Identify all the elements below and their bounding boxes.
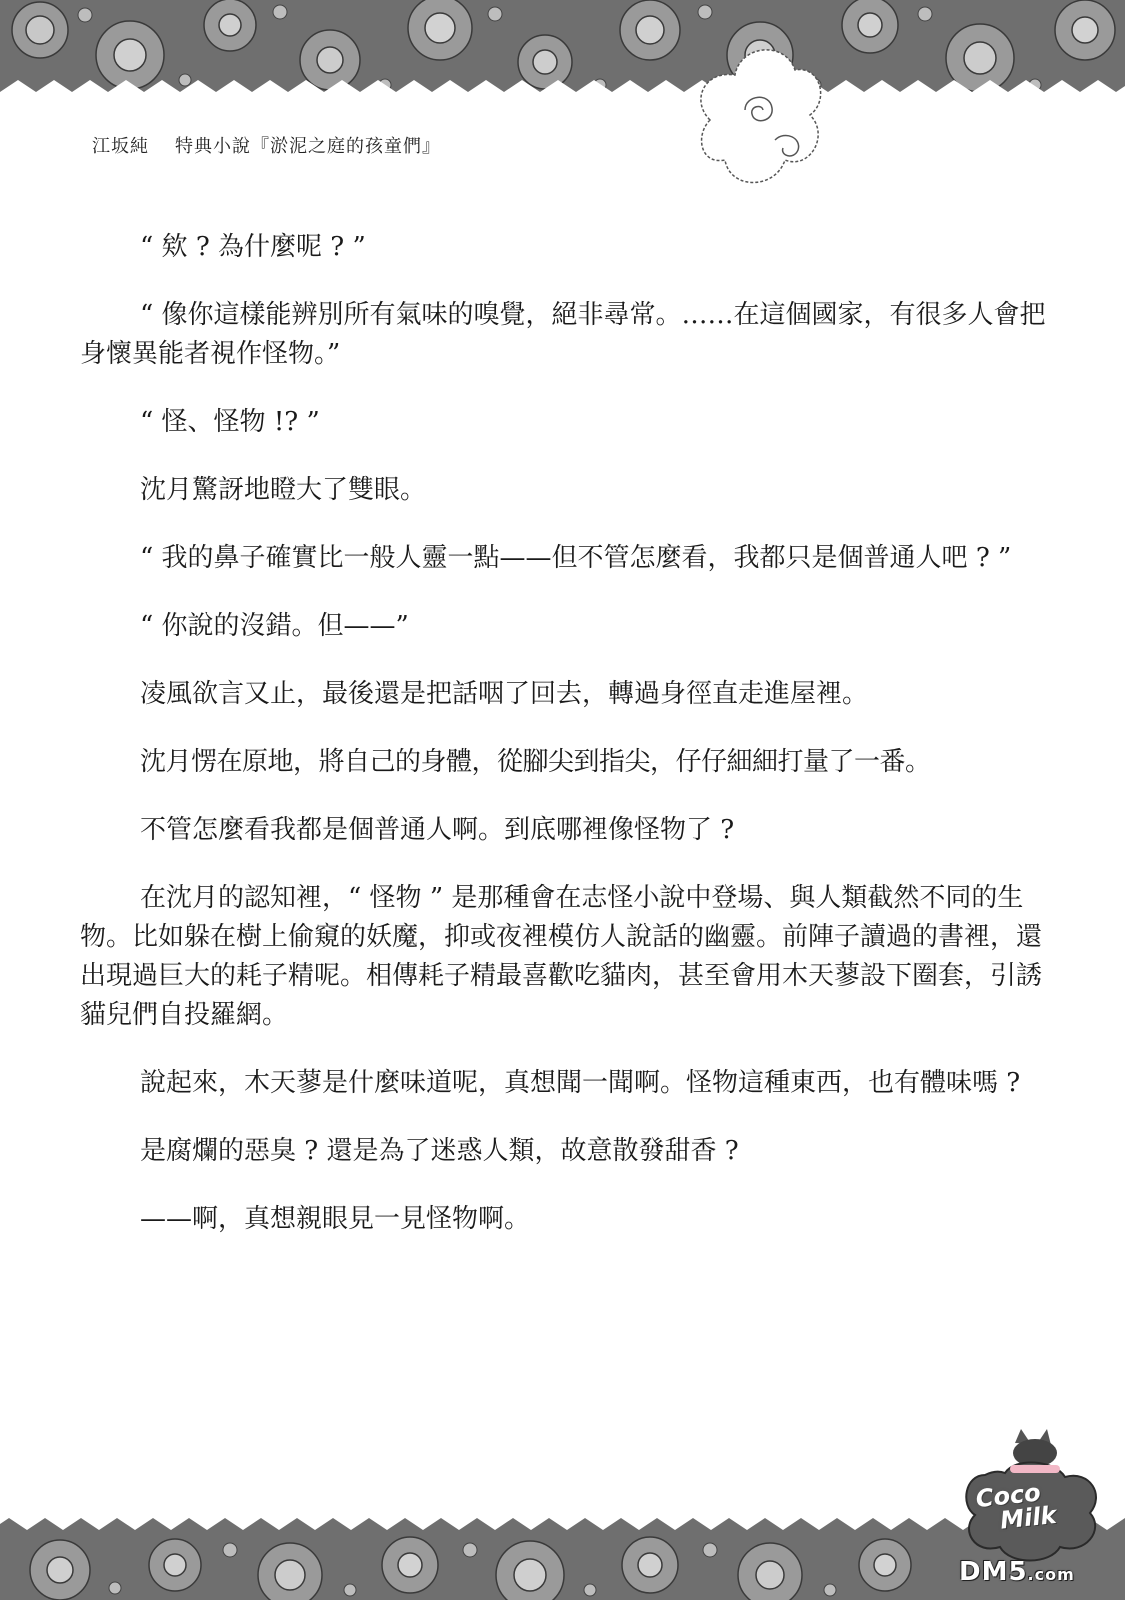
watermark-line1: Coco — [974, 1478, 1042, 1514]
watermark-brand — [975, 1479, 1058, 1535]
paragraph: “ 我的鼻子確實比一般人靈一點——但不管怎麼看，我都只是個普通人吧 ? ” — [140, 543, 1012, 573]
paragraph: “ 欸 ? 為什麼呢 ? ” — [140, 232, 366, 262]
cloud-ornament — [690, 30, 830, 200]
header-author: 江坂純 — [92, 136, 149, 157]
top-floral-border — [0, 0, 1125, 100]
paragraph: “ 像你這樣能辨別所有氣味的嗅覺，絕非尋常。……在這個國家，有很多人會把身懷異能者視作怪物。” — [80, 300, 1046, 369]
paragraph: “ 怪、怪物 !? ” — [140, 407, 320, 437]
watermark-site — [959, 1557, 1075, 1587]
running-header — [92, 132, 441, 158]
header-title: 特典小說『淤泥之庭的孩童們』 — [175, 136, 441, 157]
paragraph: ——啊，真想親眼見一見怪物啊。 — [140, 1204, 531, 1234]
paragraph: 在沈月的認知裡，“ 怪物 ” 是那種會在志怪小說中登場、與人類截然不同的生物。比如躲在樹上偷窺的妖魔，抑或夜裡模仿人說話的幽靈。前陣子讀過的書裡，還出現過巨大的耗子精呢。相傳耗子精最喜歡吃貓肉，甚至會用木天蓼設下圈套，引誘貓兒們自投羅網。 — [80, 883, 1043, 1030]
watermark-line2: Milk — [998, 1500, 1058, 1535]
cocomilk-watermark — [955, 1425, 1115, 1585]
novel-body — [80, 228, 1065, 1268]
paragraph: 沈月驚訝地瞪大了雙眼。 — [140, 475, 427, 505]
paragraph: 說起來，木天蓼是什麼味道呢，真想聞一聞啊。怪物這種東西，也有體味嗎 ? — [140, 1068, 1021, 1098]
paragraph: 沈月愣在原地，將自己的身體，從腳尖到指尖，仔仔細細打量了一番。 — [140, 747, 931, 777]
floral-pattern-top — [0, 0, 1125, 100]
watermark-site-name: DM5 — [959, 1557, 1028, 1587]
paragraph: “ 你說的沒錯。但——” — [140, 611, 409, 641]
paragraph: 凌風欲言又止，最後還是把話咽了回去，轉過身徑直走進屋裡。 — [140, 679, 869, 709]
watermark-site-suffix: .com — [1027, 1565, 1075, 1584]
paragraph: 不管怎麼看我都是個普通人啊。到底哪裡像怪物了 ? — [140, 815, 735, 845]
paragraph: 是腐爛的惡臭 ? 還是為了迷惑人類，故意散發甜香 ? — [140, 1136, 739, 1166]
